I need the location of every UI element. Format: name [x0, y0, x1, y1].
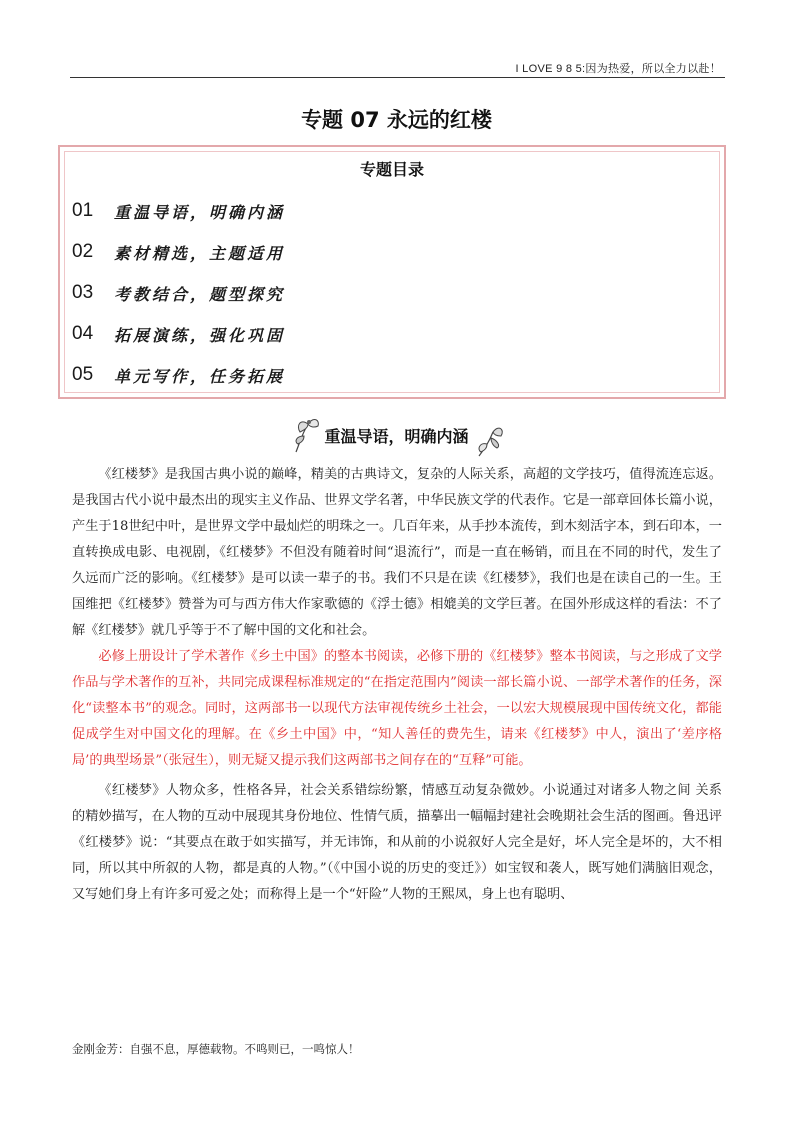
header-divider — [70, 77, 725, 78]
toc-item-label: 素材精选，主题适用 — [114, 243, 286, 263]
header-note: I LOVE 9 8 5:因为热爱，所以全力以赴！ — [515, 63, 721, 75]
toc-item-02[interactable] — [72, 239, 285, 265]
paragraph-intro: 《红楼梦》是我国古典小说的巅峰，精美的古典诗文，复杂的人际关系，高超的文学技巧，值得流连忘返。是我国古代小说中最杰出的现实主义作品、世界文学名著，中华民族文学的代表作。它是一部章回体长篇小说，产生于18世纪中叶，是世界文学中最灿烂的明珠之一。几百年来，从手抄本流传，到木刻活字本，到石印本，一直转换成电影、电视剧，《红楼梦》不但没有随着时间“退流行”，而是一直在畅销，而且在不同的时代，发生了久远而广泛的影响。《红楼梦》是可以读一辈子的书。我们不只是在读《红楼梦》，我们也是在读自己的一生。王国维把《红楼梦》赞誉为可与西方伟大作家歌德的《浮士德》相媲美的文学巨著。在国外形成这样的看法：不了解《红楼梦》就几乎等于不了解中国的文化和社会。 — [72, 467, 722, 638]
toc-item-number: 01 — [72, 200, 94, 221]
toc-item-label: 单元写作，任务拓展 — [114, 366, 286, 386]
paragraph-highlight: 必修上册设计了学术著作《乡土中国》的整本书阅读，必修下册的《红楼梦》整本书阅读，与之形成了文学作品与学术著作的互补，共同完成课程标准规定的“在指定范围内”阅读一部长篇小说、一部学术著作的任务，深化“读整本书”的观念。同时，这两部书一以现代方法审视传统乡土社会，一以宏大规模展现中国传统文化，都能促成学生对中国文化的理解。在《乡土中国》中，“知人善任的费先生，请来《红楼梦》中人，演出了‘差序格局’的典型场景”（张冠生），则无疑又提示我们这两部书之间存在的“互释”可能。 — [72, 649, 722, 768]
toc-item-label: 重温导语，明确内涵 — [114, 202, 286, 222]
flower-right-icon — [475, 422, 505, 458]
toc-item-number: 03 — [72, 282, 94, 303]
page-title: 专题 07 永远的红楼 — [301, 108, 492, 132]
toc-item-03[interactable] — [72, 280, 285, 306]
footer-note: 金刚金芳：自强不息，厚德载物。不鸣则已，一鸣惊人！ — [72, 1042, 360, 1056]
toc-item-number: 04 — [72, 323, 94, 344]
toc-item-number: 02 — [72, 241, 94, 262]
toc-heading: 专题目录 — [359, 160, 424, 179]
section-title: 重温导语，明确内涵 — [324, 427, 469, 446]
toc-item-05[interactable] — [72, 362, 285, 388]
body-text — [72, 462, 722, 908]
toc-item-04[interactable] — [72, 321, 285, 347]
toc-item-label: 考教结合，题型探究 — [114, 284, 286, 304]
toc-item-number: 05 — [72, 364, 94, 385]
toc-box — [58, 145, 726, 399]
toc-inner-border — [64, 151, 720, 393]
section-banner — [0, 412, 793, 458]
paragraph-characters: 《红楼梦》人物众多，性格各异，社会关系错综纷繁，情感互动复杂微妙。小说通过对诸多人物之间 关系的精妙描写，在人物的互动中展现其身份地位、性情气质，描摹出一幅幅封建社会晚期社会生活的图画。鲁迅评《红楼梦》说：“其要点在敢于如实描写，并无讳饰，和从前的小说叙好人完全是好，坏人完全是坏的，大不相同，所以其中所叙的人物，都是真的人物。”（《中国小说的历史的变迁》）如宝钗和袭人，既写她们满脑旧观念，又写她们身上有许多可爱之处；而称得上是一个“奸险”人物的王熙凤，身上也有聪明、 — [72, 783, 722, 902]
toc-item-01[interactable] — [72, 198, 285, 224]
toc-item-label: 拓展演练，强化巩固 — [114, 325, 286, 345]
